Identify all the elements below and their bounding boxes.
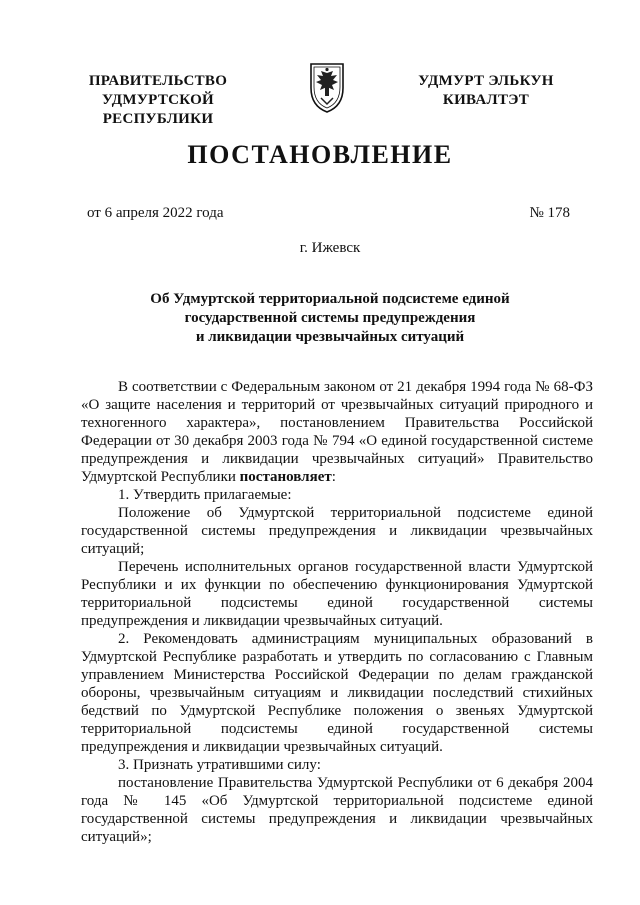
issuer-udmurt-line-1: УДМУРТ ЭЛЬКУН <box>418 73 554 89</box>
body-paragraph-regulation: Положение об Удмуртской территориальной подсистеме единой государственной системы предупреждения и ликвидации чрезвычайных ситуаций; <box>81 505 593 557</box>
document-body <box>81 378 593 846</box>
issuer-line-2: УДМУРТСКОЙ РЕСПУБЛИКИ <box>102 92 214 127</box>
document-title: ПОСТАНОВЛЕНИЕ <box>187 140 453 169</box>
subject-line-1: Об Удмуртской территориальной подсистеме единой <box>150 291 510 307</box>
issuer-line-1: ПРАВИТЕЛЬСТВО <box>88 73 228 89</box>
body-paragraph-preamble <box>81 378 593 486</box>
resolves-keyword: постановляет <box>239 469 332 485</box>
body-paragraph-list: Перечень исполнительных органов государственной власти Удмуртской Республики и их функции по обеспечению функционирования Удмуртской территориальной подсистемы единой государственной системы предупреждения и ликвидации чрезвычайных ситуаций. <box>81 559 593 629</box>
issuer-udmurt-line-2: КИВАЛТЭТ <box>442 92 530 108</box>
document-city: г. Ижевск <box>299 240 361 256</box>
coat-of-arms-icon <box>307 60 347 114</box>
body-paragraph-item-3: 3. Признать утратившими силу: <box>118 757 321 773</box>
document-subject <box>80 290 580 347</box>
subject-line-3: и ликвидации чрезвычайных ситуаций <box>195 329 465 345</box>
document-number: № 178 <box>529 205 570 221</box>
body-paragraph-item-2: 2. Рекомендовать администрациям муниципальных образований в Удмуртской Республике разработать и утвердить по согласованию с Главным управлением Министерства Российской Федерации по делам гражданской обороны, чрезвычайным ситуациям и ликвидации последствий стихийных бедствий по Удмуртской Республике положения о звеньях Удмуртской территориальной подсистемы единой государственной системы предупреждения и ликвидации чрезвычайных ситуаций. <box>81 631 593 755</box>
body-paragraph-repealed: постановление Правительства Удмуртской Республики от 6 декабря 2004 года № 145 «Об Удмуртской территориальной подсистеме единой государственной системы предупреждения и ликвидации чрезвычайных ситуаций»; <box>81 775 593 845</box>
issuer-name-udmurt <box>396 72 576 110</box>
preamble-text: В соответствии с Федеральным законом от 21 декабря 1994 года № 68-ФЗ «О защите населения и территорий от чрезвычайных ситуаций природного и техногенного характера», постановлением Правительства Российской Федерации от 30 декабря 2003 года № 794 «О единой государственной системе предупреждения и ликвидации чрезвычайных ситуаций» Правительство Удмуртской Республики <box>81 379 593 485</box>
preamble-colon: : <box>331 469 336 485</box>
issuer-name-russian <box>58 72 258 129</box>
body-paragraph-item-1: 1. Утвердить прилагаемые: <box>118 487 292 503</box>
document-date: от 6 апреля 2022 года <box>87 205 224 221</box>
subject-line-2: государственной системы предупреждения <box>184 310 476 326</box>
